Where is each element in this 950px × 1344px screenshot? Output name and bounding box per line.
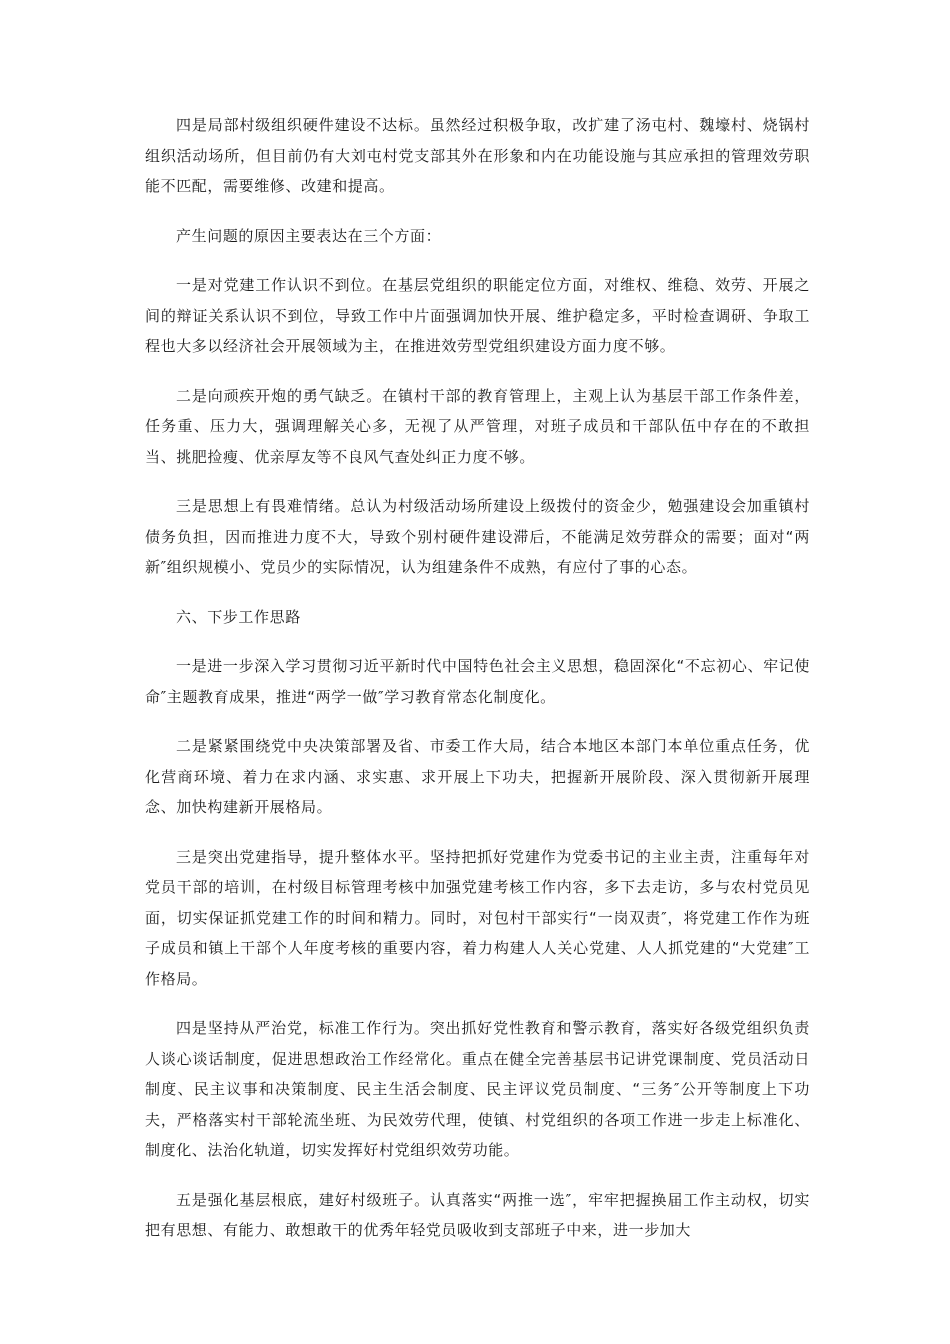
paragraph-step-four: 四是坚持从严治党，标准工作行为。突出抓好党性教育和警示教育，落实好各级党组织负责人谈心谈话制度，促进思想政治工作经常化。重点在健全完善基层书记讲党课制度、党员活动日制度、民主议事和决策制度、民主生活会制度、民主评议党员制度、“三务″公开等制度上下功夫，严格落实村干部轮流坐班、为民效劳代理，使镇、村党组织的各项工作进一步走上标准化、制度化、法治化轨道，切实发挥好村党组织效劳功能。 — [145, 1019, 810, 1159]
paragraph-cause-three: 三是思想上有畏难情绪。总认为村级活动场所建设上级拨付的资金少，勉强建设会加重镇村债务负担，因而推进力度不大，导致个别村硬件建设滞后，不能满足效劳群众的需要；面对“两新″组织规模小、党员少的实际情况，认为组建条件不成熟，有应付了事的心态。 — [145, 497, 810, 576]
paragraph-step-one: 一是进一步深入学习贯彻习近平新时代中国特色社会主义思想，稳固深化“不忘初心、牢记使命″主题教育成果，推进“两学一做″学习教育常态化制度化。 — [145, 657, 810, 706]
paragraph-cause-one: 一是对党建工作认识不到位。在基层党组织的职能定位方面，对维权、维稳、效劳、开展之间的辩证关系认识不到位，导致工作中片面强调加快开展、维护稳定多，平时检查调研、争取工程也大多以经济社会开展领域为主，在推进效劳型党组织建设方面力度不够。 — [145, 276, 810, 355]
section-heading-next-steps: 六、下步工作思路 — [176, 607, 301, 626]
paragraph-step-three: 三是突出党建指导，提升整体水平。坚持把抓好党建作为党委书记的主业主责，注重每年对党员干部的培训，在村级目标管理考核中加强党建考核工作内容，多下去走访，多与农村党员见面，切实保证抓党建工作的时间和精力。同时，对包村干部实行“一岗双责″，将党建工作作为班子成员和镇上干部个人年度考核的重要内容，着力构建人人关心党建、人人抓党建的“大党建″工作格局。 — [145, 847, 810, 988]
paragraph-hardware: 四是局部村级组织硬件建设不达标。虽然经过积极争取，改扩建了汤屯村、魏壕村、烧锅村组织活动场所，但目前仍有大刘屯村党支部其外在形象和内在功能设施与其应承担的管理效劳职能不匹配，需要维修、改建和提高。 — [145, 116, 810, 195]
paragraph-cause-two: 二是向顽疾开炮的勇气缺乏。在镇村干部的教育管理上，主观上认为基层干部工作条件差，任务重、压力大，强调理解关心多，无视了从严管理，对班子成员和干部队伍中存在的不敢担当、挑肥捡瘦、优亲厚友等不良风气查处纠正力度不够。 — [145, 386, 810, 466]
paragraph-causes-intro: 产生问题的原因主要表达在三个方面： — [176, 226, 442, 245]
paragraph-step-two: 二是紧紧围绕党中央决策部署及省、市委工作大局，结合本地区本部门本单位重点任务，优化营商环境、着力在求内涵、求实惠、求开展上下功夫，把握新开展阶段、深入贯彻新开展理念、加快构建新开展格局。 — [145, 737, 810, 816]
document-page — [145, 110, 810, 1265]
paragraph-step-five: 五是强化基层根底，建好村级班子。认真落实“两推一选″，牢牢把握换届工作主动权，切实把有思想、有能力、敢想敢干的优秀年轻党员吸收到支部班子中来，进一步加大 — [145, 1190, 810, 1239]
